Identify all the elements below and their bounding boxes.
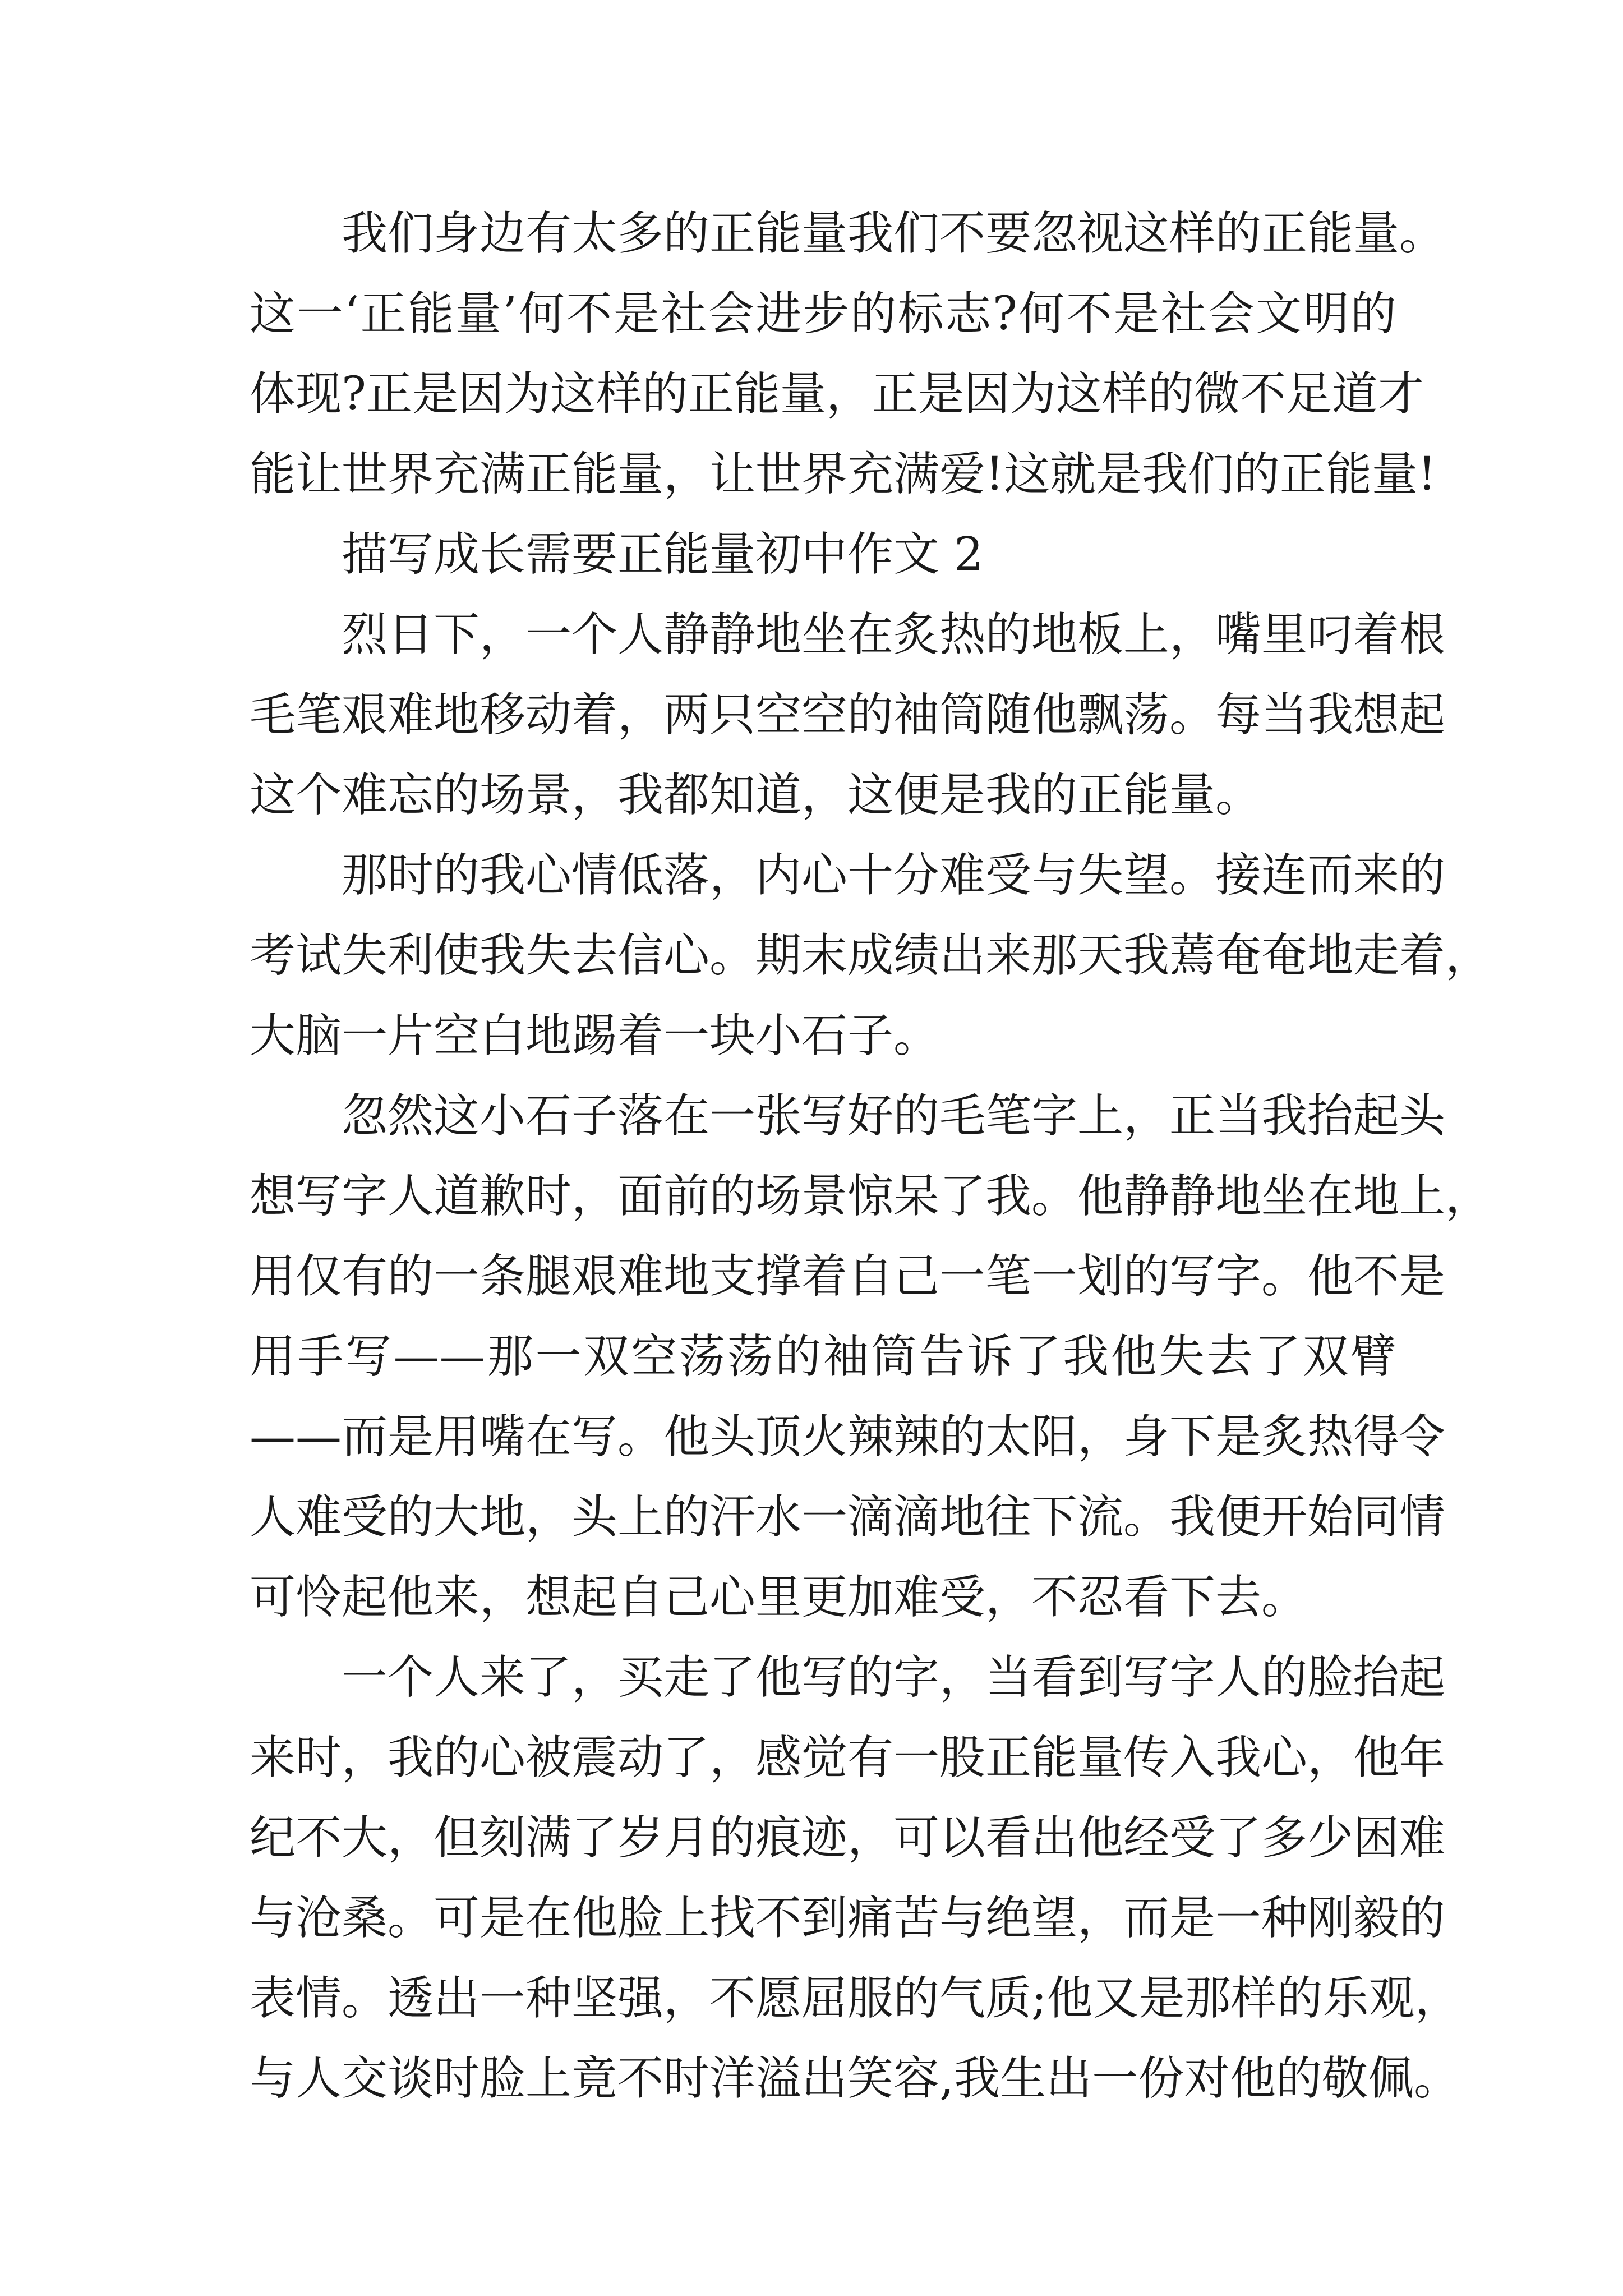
text-line: 一个人来了，买走了他写的字，当看到写字人的脸抬起	[342, 1651, 1446, 1704]
text-line: 毛笔艰难地移动着，两只空空的袖筒随他飘荡。每当我想起	[250, 688, 1446, 742]
text-line: ——而是用嘴在写。他头顶火辣辣的太阳，身下是炙热得令	[250, 1410, 1446, 1464]
text-line: 这个难忘的场景，我都知道，这便是我的正能量。	[250, 769, 1262, 822]
text-line: 这一‘正能量’何不是社会进步的标志?何不是社会文明的	[250, 287, 1396, 341]
text-line: 体现?正是因为这样的正能量，正是因为这样的微不足道才	[250, 367, 1424, 421]
text-line: 忽然这小石子落在一张写好的毛笔字上，正当我抬起头	[342, 1089, 1446, 1143]
text-line: 表情。透出一种坚强，不愿屈服的气质;他又是那样的乐观，	[250, 1972, 1461, 2025]
text-line: 与人交谈时脸上竟不时洋溢出笑容,我生出一份对他的敬佩。	[250, 2052, 1460, 2105]
text-line: 人难受的大地，头上的汗水一滴滴地往下流。我便开始同情	[250, 1490, 1446, 1544]
text-line: 用手写——那一双空荡荡的袖筒告诉了我他失去了双臂	[250, 1330, 1396, 1383]
text-line: 我们身边有太多的正能量我们不要忽视这样的正能量。	[342, 207, 1446, 260]
text-line: 能让世界充满正能量，让世界充满爱!这就是我们的正能量!	[250, 448, 1436, 501]
text-line: 那时的我心情低落，内心十分难受与失望。接连而来的	[342, 849, 1446, 902]
text-line: 考试失利使我失去信心。期末成绩出来那天我蔫奄奄地走着，	[250, 929, 1492, 982]
text-line: 用仅有的一条腿艰难地支撑着自己一笔一划的写字。他不是	[250, 1250, 1446, 1303]
text-line: 纪不大，但刻满了岁月的痕迹，可以看出他经受了多少困难	[250, 1811, 1446, 1865]
text-line: 大脑一片空白地踢着一块小石子。	[250, 1009, 940, 1062]
essay-heading: 描写成长需要正能量初中作文 2	[342, 528, 984, 581]
text-line: 可怜起他来，想起自己心里更加难受，不忍看下去。	[250, 1571, 1308, 1624]
text-line: 烈日下，一个人静静地坐在炙热的地板上，嘴里叼着根	[342, 608, 1446, 661]
text-line: 来时，我的心被震动了，感觉有一股正能量传入我心，他年	[250, 1731, 1446, 1784]
text-line: 与沧桑。可是在他脸上找不到痛苦与绝望，而是一种刚毅的	[250, 1892, 1446, 1945]
text-line: 想写字人道歉时，面前的场景惊呆了我。他静静地坐在地上，	[250, 1170, 1492, 1223]
essay-body	[250, 194, 1492, 2119]
